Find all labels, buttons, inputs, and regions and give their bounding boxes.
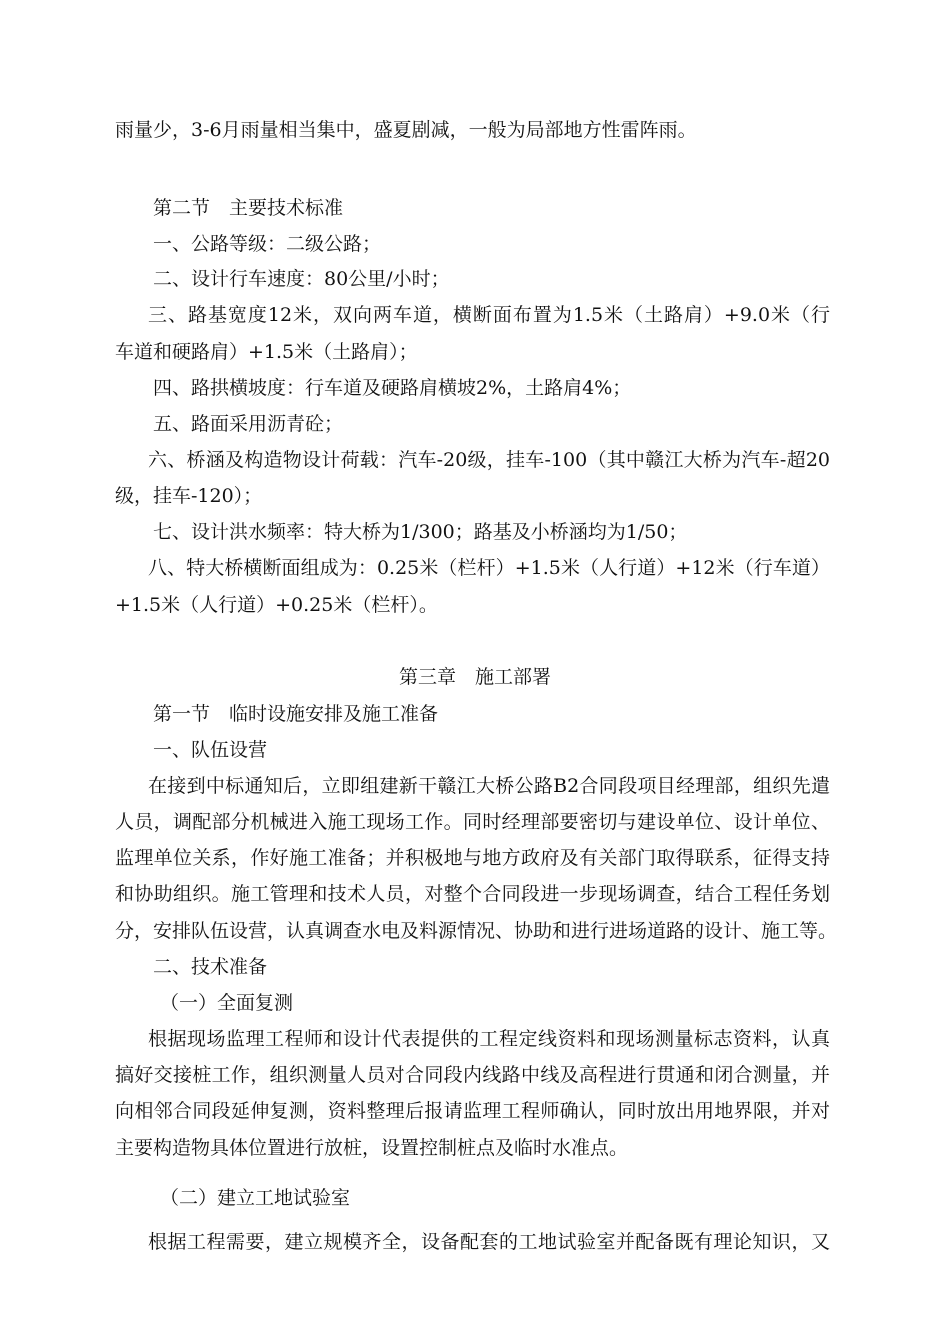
standard-item-3: 三、路基宽度12米，双向两车道，横断面布置为1.5米（土路肩）+9.0米（行 xyxy=(148,304,830,326)
standard-item-3-cont: 车道和硬路肩）+1.5米（土路肩）； xyxy=(115,341,418,363)
section-heading-temporary-facilities: 第一节 临时设施安排及施工准备 xyxy=(153,703,439,725)
paragraph-line: 监理单位关系，作好施工准备；并积极地与地方政府及有关部门取得联系，征得支持 xyxy=(115,847,830,869)
paragraph-line: 人员，调配部分机械进入施工现场工作。同时经理部要密切与建设单位、设计单位、 xyxy=(115,811,830,833)
standard-item-2: 二、设计行车速度：80公里/小时； xyxy=(153,268,450,290)
standard-item-8-cont: +1.5米（人行道）+0.25米（栏杆）。 xyxy=(115,594,438,616)
chapter-heading: 第三章 施工部署 xyxy=(398,666,551,688)
paragraph-line: 主要构造物具体位置进行放桩，设置控制桩点及临时水准点。 xyxy=(115,1137,629,1159)
paragraph-line: 和协助组织。施工管理和技术人员，对整个合同段进一步现场调查，结合工程任务划 xyxy=(115,883,830,905)
standard-item-5: 五、路面采用沥青砼； xyxy=(153,413,344,435)
paragraph-line: 在接到中标通知后，立即组建新干赣江大桥公路B2合同段项目经理部，组织先遣 xyxy=(148,775,830,797)
standard-item-4: 四、路拱横坡度：行车道及硬路肩横坡2%，土路肩4%； xyxy=(153,377,632,399)
standard-item-6: 六、桥涵及构造物设计荷载：汽车-20级，挂车-100（其中赣江大桥为汽车-超20 xyxy=(148,449,830,471)
subheading-team-camp: 一、队伍设营 xyxy=(153,739,268,761)
subheading-full-resurvey: （一）全面复测 xyxy=(160,992,294,1014)
section-heading-technical-standards: 第二节 主要技术标准 xyxy=(153,197,344,219)
paragraph-line: 分，安排队伍设营，认真调查水电及料源情况、协助和进行进场道路的设计、施工等。 xyxy=(115,920,838,942)
climate-text-line: 雨量少，3-6月雨量相当集中，盛夏剧减，一般为局部地方性雷阵雨。 xyxy=(115,119,697,141)
paragraph-line: 搞好交接桩工作，组织测量人员对合同段内线路中线及高程进行贯通和闭合测量，并 xyxy=(115,1064,830,1086)
paragraph-line: 向相邻合同段延伸复测，资料整理后报请监理工程师确认，同时放出用地界限，并对 xyxy=(115,1100,830,1122)
paragraph-line: 根据现场监理工程师和设计代表提供的工程定线资料和现场测量标志资料，认真 xyxy=(148,1028,830,1050)
standard-item-1: 一、公路等级：二级公路； xyxy=(153,233,382,255)
standard-item-8: 八、特大桥横断面组成为：0.25米（栏杆）+1.5米（人行道）+12米（行车道） xyxy=(148,557,830,579)
subheading-technical-preparation: 二、技术准备 xyxy=(153,956,268,978)
standard-item-6-cont: 级，挂车-120）； xyxy=(115,485,263,507)
subheading-site-laboratory: （二）建立工地试验室 xyxy=(160,1187,351,1209)
paragraph-line: 根据工程需要，建立规模齐全，设备配套的工地试验室并配备既有理论知识，又 xyxy=(148,1231,830,1253)
standard-item-7: 七、设计洪水频率：特大桥为1/300；路基及小桥涵均为1/50； xyxy=(153,521,688,543)
